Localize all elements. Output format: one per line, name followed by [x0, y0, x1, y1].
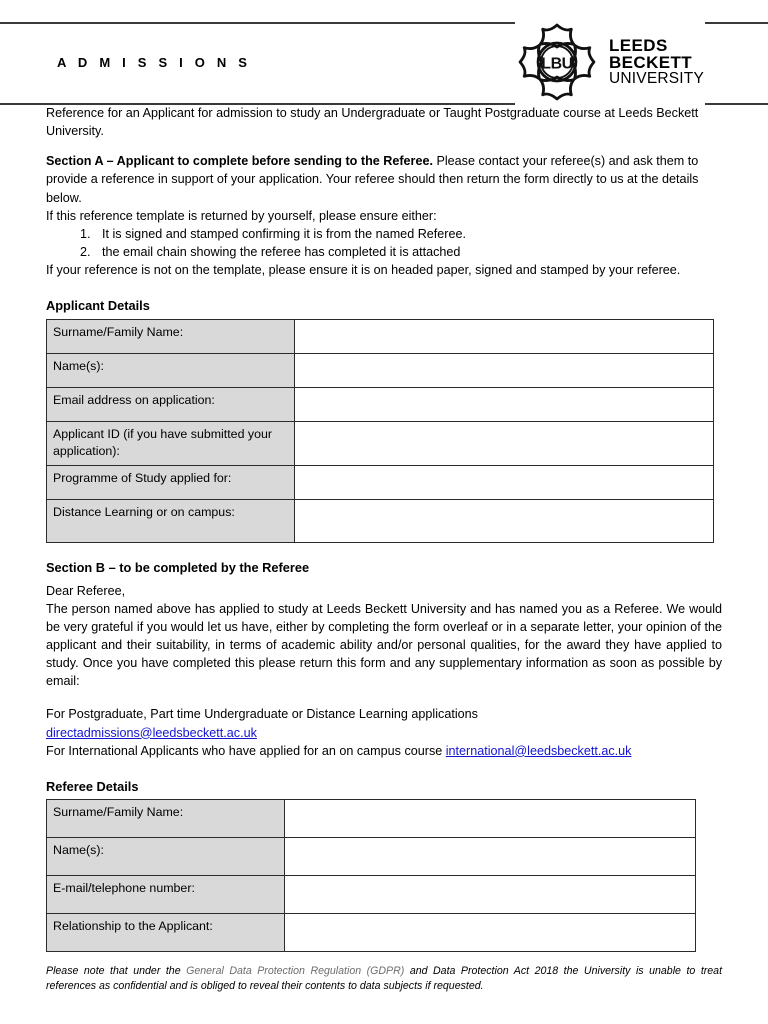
row-label: Name(s):: [47, 353, 295, 387]
row-label: Relationship to the Applicant:: [47, 914, 285, 952]
gdpr-footer-note: [46, 964, 722, 993]
section-a-heading: Section A – Applicant to complete before sending to the Referee.: [46, 154, 433, 169]
footer-gdpr-reference: General Data Protection Regulation (GDPR): [186, 965, 405, 978]
section-a: [46, 152, 722, 279]
row-value-surname[interactable]: [295, 319, 714, 353]
row-label: Name(s):: [47, 838, 285, 876]
row-label: Applicant ID (if you have submitted your application):: [47, 421, 295, 466]
table-row: [47, 876, 696, 914]
document-body: [0, 104, 768, 993]
section-b-body: The person named above has applied to study at Leeds Beckett University and has named you as a Referee. We would be very grateful if you would let us have, either by completing the form overleaf or in a separate letter, your opinion of the applicant and their suitability, in terms of academic ability and/or personal qualities, for the award they have applied to study. Once you have completed this please return this form and any supplementary information as soon as possible by email:: [46, 601, 722, 689]
footer-part-5: the University is unable to treat references as confidential and is obliged to reveal their contents to data subjects if requested.: [46, 965, 723, 992]
row-value-study-mode[interactable]: [295, 500, 714, 543]
footer-dpa-reference: Data Protection Act 2018: [433, 965, 559, 978]
row-value-email[interactable]: [295, 387, 714, 421]
table-row: [47, 387, 714, 421]
list-item: 2. the email chain showing the referee has completed it is attached: [94, 243, 722, 261]
logo-line-leeds: LEEDS: [609, 35, 668, 55]
section-a-closing: If your reference is not on the template, please ensure it is on headed paper, signed and stamped by your referee.: [46, 263, 681, 277]
logo-wordmark: [609, 37, 704, 87]
university-logo: [515, 18, 705, 106]
table-row: [47, 466, 714, 500]
footer-part-3: and: [404, 965, 434, 978]
row-label: E-mail/telephone number:: [47, 876, 285, 914]
row-value-referee-surname[interactable]: [285, 800, 696, 838]
postgraduate-email-line: [46, 724, 720, 742]
svg-text:LBU: LBU: [541, 55, 573, 73]
table-row: [47, 800, 696, 838]
row-label: Surname/Family Name:: [47, 319, 295, 353]
page-title: A D M I S S I O N S: [57, 55, 252, 70]
logo-line-university: UNIVERSITY: [609, 70, 705, 88]
section-a-lead: [46, 152, 722, 206]
footer-part-1: Please note that under the: [46, 965, 187, 978]
international-email-link[interactable]: international@leedsbeckett.ac.uk: [445, 743, 632, 758]
row-value-relationship[interactable]: [285, 914, 696, 952]
international-contact-text: For International Applicants who have applied for an on campus course: [46, 743, 446, 758]
section-a-lead-rest: Please contact your referee(s) and ask them to provide a reference in support of your application. Your referee should then return the form directly to us at the details below.: [46, 154, 699, 205]
table-row: [47, 353, 714, 387]
row-label: Distance Learning or on campus:: [47, 500, 295, 543]
applicant-details-table: [46, 319, 714, 544]
rose-emblem-icon: [515, 19, 599, 105]
row-label: Programme of Study applied for:: [47, 466, 295, 500]
referee-details-table: [46, 799, 696, 952]
intro-paragraph: Reference for an Applicant for admission to study an Undergraduate or Taught Postgraduate course at Leeds Beckett University.: [46, 106, 699, 139]
referee-details-caption: Referee Details: [46, 778, 139, 794]
table-row: [47, 319, 714, 353]
section-a-either-line: If this reference template is returned by yourself, please ensure either:: [46, 208, 437, 223]
applicant-details-caption: Applicant Details: [46, 298, 150, 314]
section-a-requirements-list: [46, 225, 722, 261]
list-item: 1. It is signed and stamped confirming it is from the named Referee.: [94, 225, 722, 243]
page-header: [0, 0, 768, 104]
section-b-heading: Section B – to be completed by the Referee: [46, 560, 310, 576]
table-row: [47, 500, 714, 543]
row-value-programme[interactable]: [295, 466, 714, 500]
row-value-referee-names[interactable]: [285, 838, 696, 876]
row-label: Surname/Family Name:: [47, 800, 285, 838]
international-contact-line: [46, 742, 720, 760]
table-row: [47, 421, 714, 466]
section-b-salutation: Dear Referee,: [46, 583, 126, 598]
row-value-referee-contact[interactable]: [285, 876, 696, 914]
logo-line-beckett: BECKETT: [609, 53, 693, 73]
postgraduate-contact-line: For Postgraduate, Part time Undergraduate or Distance Learning applications: [46, 707, 478, 722]
row-value-applicant-id[interactable]: [295, 421, 714, 466]
row-value-names[interactable]: [295, 353, 714, 387]
row-label: Email address on application:: [47, 387, 295, 421]
table-row: [47, 914, 696, 952]
contact-emails: [46, 705, 720, 759]
table-row: [47, 838, 696, 876]
direct-admissions-email-link[interactable]: directadmissions@leedsbeckett.ac.uk: [46, 725, 257, 740]
